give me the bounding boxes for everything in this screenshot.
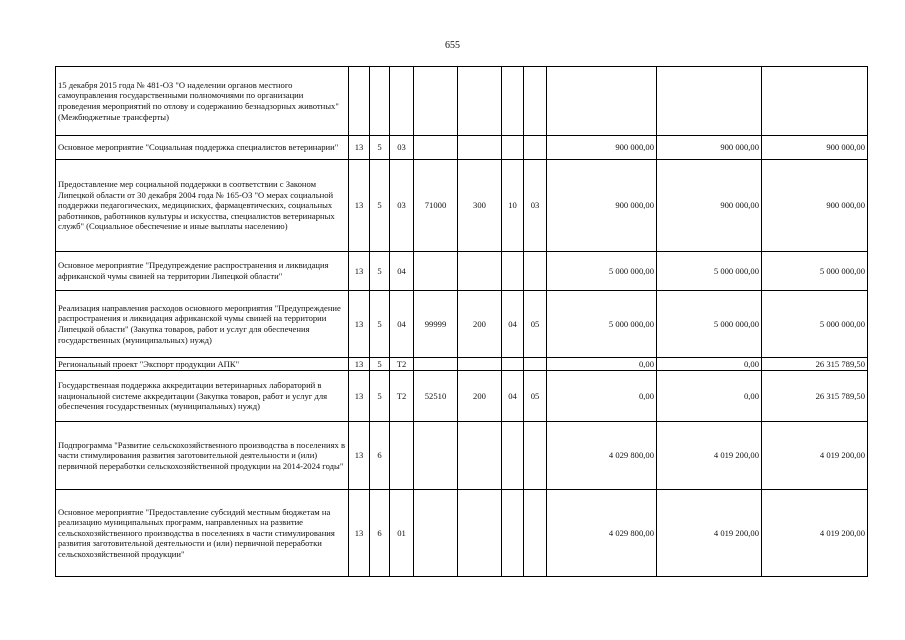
code-gp: 13 [349, 371, 370, 422]
code-direction [414, 67, 458, 136]
code-section: 04 [502, 371, 524, 422]
code-direction: 71000 [414, 160, 458, 252]
amount-year-3 [762, 67, 868, 136]
amount-year-1: 900 000,00 [547, 136, 657, 160]
code-gp: 13 [349, 358, 370, 371]
budget-table [55, 66, 868, 577]
amount-year-1: 0,00 [547, 358, 657, 371]
code-subsection: 03 [524, 160, 547, 252]
table-row [56, 160, 868, 252]
amount-year-2: 900 000,00 [657, 136, 762, 160]
table-row [56, 136, 868, 160]
row-description: 15 декабря 2015 года № 481-ОЗ "О наделении органов местного самоуправления государственными полномочиями по организации проведения мероприятий по отлову и содержанию безнадзорных животных" (Межбюджетные трансферты) [56, 67, 349, 136]
code-subsection: 05 [524, 291, 547, 358]
code-expense-type: 300 [458, 160, 502, 252]
amount-year-1: 4 029 800,00 [547, 422, 657, 490]
amount-year-3: 5 000 000,00 [762, 291, 868, 358]
row-description: Реализация направления расходов основного мероприятия "Предупреждение распространения и ликвидация африканской чумы свиней на территории Липецкой области" (Закупка товаров, работ и услуг для обеспечения государственных (муниципальных) нужд) [56, 291, 349, 358]
code-subprogram [370, 67, 390, 136]
amount-year-2: 5 000 000,00 [657, 291, 762, 358]
table-row [56, 422, 868, 490]
code-direction [414, 136, 458, 160]
table-row [56, 67, 868, 136]
code-subprogram: 5 [370, 358, 390, 371]
code-section [502, 67, 524, 136]
code-event: 04 [390, 252, 414, 291]
code-section [502, 490, 524, 577]
code-expense-type: 200 [458, 371, 502, 422]
amount-year-1: 900 000,00 [547, 160, 657, 252]
code-expense-type [458, 136, 502, 160]
code-event: 01 [390, 490, 414, 577]
amount-year-2: 4 019 200,00 [657, 422, 762, 490]
code-gp: 13 [349, 490, 370, 577]
code-expense-type [458, 422, 502, 490]
table-row [56, 291, 868, 358]
code-expense-type [458, 490, 502, 577]
amount-year-2: 0,00 [657, 358, 762, 371]
code-event [390, 67, 414, 136]
row-description: Основное мероприятие "Предоставление субсидий местным бюджетам на реализацию муниципальных программ, направленных на развитие сельскохозяйственного производства в поселениях в части стимулирования развития заготовительной деятельности и (или) первичной переработки сельскохозяйственной продукции" [56, 490, 349, 577]
amount-year-1: 5 000 000,00 [547, 291, 657, 358]
code-subsection [524, 358, 547, 371]
table-row [56, 252, 868, 291]
code-section [502, 422, 524, 490]
code-subprogram: 5 [370, 160, 390, 252]
amount-year-2 [657, 67, 762, 136]
code-subsection [524, 490, 547, 577]
code-section: 10 [502, 160, 524, 252]
amount-year-1 [547, 67, 657, 136]
code-direction [414, 358, 458, 371]
code-event [390, 422, 414, 490]
code-direction [414, 422, 458, 490]
row-description: Основное мероприятие "Социальная поддержка специалистов ветеринарии" [56, 136, 349, 160]
code-gp: 13 [349, 422, 370, 490]
code-subprogram: 5 [370, 371, 390, 422]
code-subsection [524, 422, 547, 490]
row-description: Региональный проект "Экспорт продукции АПК" [56, 358, 349, 371]
amount-year-3: 5 000 000,00 [762, 252, 868, 291]
code-expense-type: 200 [458, 291, 502, 358]
amount-year-3: 900 000,00 [762, 160, 868, 252]
code-subprogram: 5 [370, 252, 390, 291]
code-subsection: 05 [524, 371, 547, 422]
amount-year-3: 4 019 200,00 [762, 422, 868, 490]
code-section: 04 [502, 291, 524, 358]
amount-year-3: 900 000,00 [762, 136, 868, 160]
amount-year-3: 26 315 789,50 [762, 371, 868, 422]
code-direction [414, 490, 458, 577]
table-row [56, 490, 868, 577]
code-gp [349, 67, 370, 136]
code-expense-type [458, 67, 502, 136]
code-section [502, 136, 524, 160]
code-section [502, 252, 524, 291]
code-subprogram: 6 [370, 422, 390, 490]
amount-year-1: 5 000 000,00 [547, 252, 657, 291]
code-subprogram: 5 [370, 136, 390, 160]
code-subsection [524, 252, 547, 291]
amount-year-2: 900 000,00 [657, 160, 762, 252]
code-expense-type [458, 358, 502, 371]
code-direction [414, 252, 458, 291]
code-event: 03 [390, 136, 414, 160]
code-event: T2 [390, 371, 414, 422]
code-gp: 13 [349, 136, 370, 160]
code-direction: 99999 [414, 291, 458, 358]
code-event: 03 [390, 160, 414, 252]
code-gp: 13 [349, 160, 370, 252]
amount-year-2: 4 019 200,00 [657, 490, 762, 577]
table-row [56, 358, 868, 371]
code-event: 04 [390, 291, 414, 358]
amount-year-1: 4 029 800,00 [547, 490, 657, 577]
row-description: Подпрограмма "Развитие сельскохозяйственного производства в поселениях в части стимулирования развития заготовительной деятельности и (или) первичной переработки сельскохозяйственной продукции на 2014-2024 годы" [56, 422, 349, 490]
code-expense-type [458, 252, 502, 291]
page-number: 655 [445, 40, 460, 51]
amount-year-3: 26 315 789,50 [762, 358, 868, 371]
code-gp: 13 [349, 252, 370, 291]
table-row [56, 371, 868, 422]
row-description: Предоставление мер социальной поддержки в соответствии с Законом Липецкой области от 30 декабря 2004 года № 165-ОЗ "О мерах социальной поддержки педагогических, медицинских, фармацевтических, социальных работников, работников культуры и искусства, специалистов ветеринарных служб" (Социальное обеспечение и иные выплаты населению) [56, 160, 349, 252]
row-description: Государственная поддержка аккредитации ветеринарных лабораторий в национальной системе аккредитации (Закупка товаров, работ и услуг для обеспечения государственных (муниципальных) нужд) [56, 371, 349, 422]
amount-year-1: 0,00 [547, 371, 657, 422]
amount-year-2: 5 000 000,00 [657, 252, 762, 291]
amount-year-2: 0,00 [657, 371, 762, 422]
code-gp: 13 [349, 291, 370, 358]
row-description: Основное мероприятие "Предупреждение распространения и ликвидация африканской чумы свиней на территории Липецкой области" [56, 252, 349, 291]
amount-year-3: 4 019 200,00 [762, 490, 868, 577]
code-subprogram: 6 [370, 490, 390, 577]
code-event: T2 [390, 358, 414, 371]
code-subprogram: 5 [370, 291, 390, 358]
code-section [502, 358, 524, 371]
code-subsection [524, 136, 547, 160]
code-subsection [524, 67, 547, 136]
code-direction: 52510 [414, 371, 458, 422]
